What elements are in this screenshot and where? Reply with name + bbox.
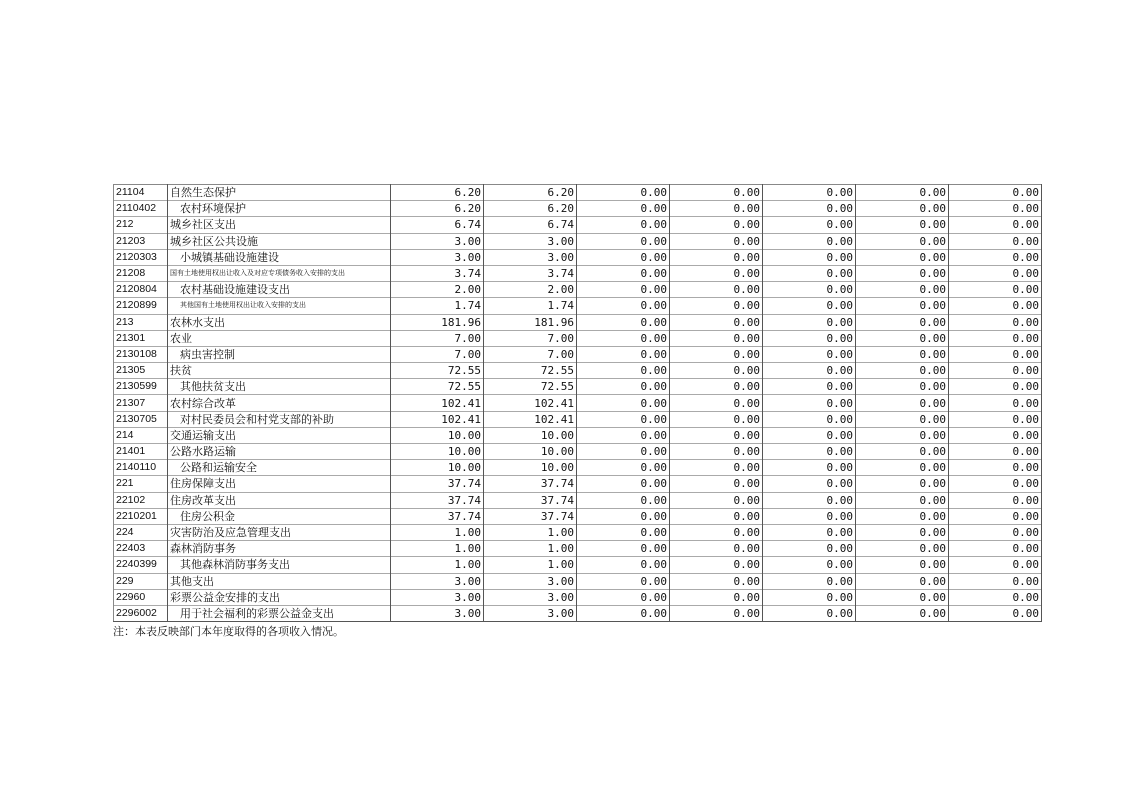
subject-name-cell: 农林水支出 xyxy=(168,314,391,330)
amount-cell: 0.00 xyxy=(670,541,763,557)
table-row xyxy=(114,346,1042,362)
amount-cell: 0.00 xyxy=(856,427,949,443)
table-row xyxy=(114,201,1042,217)
subject-name-cell: 用于社会福利的彩票公益金支出 xyxy=(168,605,391,621)
amount-cell: 0.00 xyxy=(577,589,670,605)
subject-code-cell: 21301 xyxy=(114,330,168,346)
amount-cell: 0.00 xyxy=(577,427,670,443)
amount-cell: 0.00 xyxy=(670,508,763,524)
amount-cell: 0.00 xyxy=(577,476,670,492)
amount-cell: 0.00 xyxy=(763,233,856,249)
table-row xyxy=(114,395,1042,411)
amount-cell: 3.00 xyxy=(391,573,484,589)
amount-cell: 0.00 xyxy=(577,363,670,379)
amount-cell: 0.00 xyxy=(949,427,1042,443)
amount-cell: 7.00 xyxy=(391,330,484,346)
amount-cell: 37.74 xyxy=(391,508,484,524)
amount-cell: 3.00 xyxy=(391,249,484,265)
amount-cell: 7.00 xyxy=(391,346,484,362)
amount-cell: 0.00 xyxy=(577,541,670,557)
subject-code-cell: 22960 xyxy=(114,589,168,605)
amount-cell: 0.00 xyxy=(856,379,949,395)
amount-cell: 0.00 xyxy=(577,395,670,411)
table-row xyxy=(114,314,1042,330)
subject-code-cell: 2110402 xyxy=(114,201,168,217)
amount-cell: 0.00 xyxy=(949,605,1042,621)
amount-cell: 3.00 xyxy=(484,605,577,621)
subject-name-cell: 其他支出 xyxy=(168,573,391,589)
amount-cell: 0.00 xyxy=(949,411,1042,427)
amount-cell: 0.00 xyxy=(856,233,949,249)
amount-cell: 0.00 xyxy=(856,444,949,460)
subject-code-cell: 2240399 xyxy=(114,557,168,573)
amount-cell: 0.00 xyxy=(763,201,856,217)
subject-name-cell: 灾害防治及应急管理支出 xyxy=(168,524,391,540)
subject-code-cell: 2120899 xyxy=(114,298,168,314)
subject-name-cell: 住房公积金 xyxy=(168,508,391,524)
amount-cell: 0.00 xyxy=(670,233,763,249)
amount-cell: 0.00 xyxy=(577,379,670,395)
amount-cell: 10.00 xyxy=(484,444,577,460)
subject-code-cell: 2210201 xyxy=(114,508,168,524)
amount-cell: 0.00 xyxy=(670,282,763,298)
subject-name-cell: 森林消防事务 xyxy=(168,541,391,557)
amount-cell: 6.20 xyxy=(391,201,484,217)
amount-cell: 3.00 xyxy=(484,249,577,265)
subject-name-cell: 病虫害控制 xyxy=(168,346,391,362)
amount-cell: 6.20 xyxy=(484,201,577,217)
budget-table-body xyxy=(114,185,1042,622)
amount-cell: 2.00 xyxy=(484,282,577,298)
subject-code-cell: 213 xyxy=(114,314,168,330)
table-row xyxy=(114,573,1042,589)
amount-cell: 102.41 xyxy=(391,395,484,411)
amount-cell: 0.00 xyxy=(949,249,1042,265)
amount-cell: 0.00 xyxy=(763,249,856,265)
amount-cell: 0.00 xyxy=(670,573,763,589)
amount-cell: 0.00 xyxy=(763,492,856,508)
table-row xyxy=(114,589,1042,605)
amount-cell: 0.00 xyxy=(949,460,1042,476)
subject-name-cell: 住房保障支出 xyxy=(168,476,391,492)
amount-cell: 0.00 xyxy=(577,201,670,217)
amount-cell: 0.00 xyxy=(577,265,670,281)
amount-cell: 0.00 xyxy=(949,492,1042,508)
subject-name-cell: 彩票公益金安排的支出 xyxy=(168,589,391,605)
amount-cell: 0.00 xyxy=(577,605,670,621)
table-row xyxy=(114,217,1042,233)
amount-cell: 0.00 xyxy=(577,524,670,540)
amount-cell: 0.00 xyxy=(763,411,856,427)
amount-cell: 0.00 xyxy=(856,524,949,540)
amount-cell: 0.00 xyxy=(670,460,763,476)
amount-cell: 72.55 xyxy=(484,379,577,395)
subject-code-cell: 2130599 xyxy=(114,379,168,395)
amount-cell: 10.00 xyxy=(391,427,484,443)
subject-name-cell: 住房改革支出 xyxy=(168,492,391,508)
amount-cell: 0.00 xyxy=(670,330,763,346)
amount-cell: 6.74 xyxy=(391,217,484,233)
table-row xyxy=(114,330,1042,346)
subject-code-cell: 2120804 xyxy=(114,282,168,298)
amount-cell: 0.00 xyxy=(949,444,1042,460)
amount-cell: 0.00 xyxy=(763,444,856,460)
amount-cell: 0.00 xyxy=(577,298,670,314)
amount-cell: 0.00 xyxy=(763,282,856,298)
amount-cell: 0.00 xyxy=(763,427,856,443)
table-row xyxy=(114,233,1042,249)
amount-cell: 102.41 xyxy=(484,395,577,411)
amount-cell: 0.00 xyxy=(856,265,949,281)
amount-cell: 0.00 xyxy=(670,217,763,233)
amount-cell: 0.00 xyxy=(856,492,949,508)
amount-cell: 0.00 xyxy=(949,476,1042,492)
amount-cell: 0.00 xyxy=(670,201,763,217)
amount-cell: 1.74 xyxy=(391,298,484,314)
table-row xyxy=(114,379,1042,395)
amount-cell: 0.00 xyxy=(949,233,1042,249)
amount-cell: 0.00 xyxy=(856,185,949,201)
amount-cell: 0.00 xyxy=(577,346,670,362)
amount-cell: 0.00 xyxy=(856,217,949,233)
amount-cell: 0.00 xyxy=(856,330,949,346)
subject-name-cell: 国有土地使用权出让收入及对应专项债务收入安排的支出 xyxy=(168,265,391,281)
amount-cell: 10.00 xyxy=(391,460,484,476)
amount-cell: 37.74 xyxy=(484,508,577,524)
amount-cell: 6.20 xyxy=(484,185,577,201)
amount-cell: 0.00 xyxy=(577,557,670,573)
amount-cell: 0.00 xyxy=(763,508,856,524)
subject-name-cell: 自然生态保护 xyxy=(168,185,391,201)
subject-code-cell: 221 xyxy=(114,476,168,492)
subject-code-cell: 229 xyxy=(114,573,168,589)
amount-cell: 0.00 xyxy=(670,557,763,573)
table-row xyxy=(114,557,1042,573)
amount-cell: 3.00 xyxy=(484,573,577,589)
amount-cell: 0.00 xyxy=(763,298,856,314)
amount-cell: 0.00 xyxy=(949,265,1042,281)
amount-cell: 0.00 xyxy=(670,524,763,540)
amount-cell: 0.00 xyxy=(577,282,670,298)
amount-cell: 0.00 xyxy=(763,363,856,379)
subject-name-cell: 公路水路运输 xyxy=(168,444,391,460)
table-row xyxy=(114,427,1042,443)
subject-code-cell: 214 xyxy=(114,427,168,443)
table-row xyxy=(114,363,1042,379)
amount-cell: 0.00 xyxy=(949,346,1042,362)
table-row xyxy=(114,508,1042,524)
amount-cell: 1.00 xyxy=(391,541,484,557)
subject-name-cell: 交通运输支出 xyxy=(168,427,391,443)
budget-table-container xyxy=(113,184,1042,622)
amount-cell: 6.20 xyxy=(391,185,484,201)
amount-cell: 0.00 xyxy=(949,298,1042,314)
amount-cell: 10.00 xyxy=(391,444,484,460)
amount-cell: 0.00 xyxy=(670,298,763,314)
amount-cell: 0.00 xyxy=(856,508,949,524)
subject-code-cell: 22403 xyxy=(114,541,168,557)
amount-cell: 0.00 xyxy=(856,282,949,298)
amount-cell: 0.00 xyxy=(670,346,763,362)
subject-code-cell: 21307 xyxy=(114,395,168,411)
amount-cell: 1.74 xyxy=(484,298,577,314)
amount-cell: 0.00 xyxy=(949,508,1042,524)
amount-cell: 7.00 xyxy=(484,330,577,346)
amount-cell: 10.00 xyxy=(484,427,577,443)
amount-cell: 1.00 xyxy=(484,557,577,573)
amount-cell: 3.00 xyxy=(484,233,577,249)
amount-cell: 37.74 xyxy=(391,492,484,508)
amount-cell: 37.74 xyxy=(484,476,577,492)
subject-name-cell: 公路和运输安全 xyxy=(168,460,391,476)
amount-cell: 0.00 xyxy=(670,605,763,621)
table-row xyxy=(114,605,1042,621)
amount-cell: 0.00 xyxy=(670,379,763,395)
subject-name-cell: 其他国有土地使用权出让收入安排的支出 xyxy=(168,298,391,314)
amount-cell: 0.00 xyxy=(577,444,670,460)
amount-cell: 0.00 xyxy=(763,524,856,540)
subject-code-cell: 2296002 xyxy=(114,605,168,621)
amount-cell: 0.00 xyxy=(670,265,763,281)
amount-cell: 0.00 xyxy=(856,395,949,411)
budget-table xyxy=(113,184,1042,622)
amount-cell: 0.00 xyxy=(949,217,1042,233)
amount-cell: 0.00 xyxy=(856,411,949,427)
amount-cell: 0.00 xyxy=(670,492,763,508)
amount-cell: 72.55 xyxy=(391,363,484,379)
table-row xyxy=(114,185,1042,201)
subject-name-cell: 农村综合改革 xyxy=(168,395,391,411)
amount-cell: 0.00 xyxy=(670,314,763,330)
amount-cell: 0.00 xyxy=(949,524,1042,540)
table-row xyxy=(114,265,1042,281)
subject-name-cell: 其他森林消防事务支出 xyxy=(168,557,391,573)
amount-cell: 0.00 xyxy=(763,476,856,492)
amount-cell: 0.00 xyxy=(856,589,949,605)
amount-cell: 0.00 xyxy=(856,605,949,621)
amount-cell: 0.00 xyxy=(670,395,763,411)
amount-cell: 0.00 xyxy=(670,444,763,460)
amount-cell: 1.00 xyxy=(391,557,484,573)
subject-code-cell: 2130108 xyxy=(114,346,168,362)
amount-cell: 0.00 xyxy=(949,201,1042,217)
amount-cell: 0.00 xyxy=(577,492,670,508)
amount-cell: 0.00 xyxy=(577,508,670,524)
amount-cell: 0.00 xyxy=(763,330,856,346)
amount-cell: 0.00 xyxy=(856,249,949,265)
amount-cell: 0.00 xyxy=(949,395,1042,411)
amount-cell: 181.96 xyxy=(484,314,577,330)
amount-cell: 0.00 xyxy=(763,557,856,573)
amount-cell: 0.00 xyxy=(763,217,856,233)
amount-cell: 0.00 xyxy=(856,363,949,379)
amount-cell: 0.00 xyxy=(670,476,763,492)
subject-code-cell: 22102 xyxy=(114,492,168,508)
amount-cell: 0.00 xyxy=(763,379,856,395)
table-footnote: 注：本表反映部门本年度取得的各项收入情况。 xyxy=(113,625,344,638)
amount-cell: 0.00 xyxy=(763,460,856,476)
table-row xyxy=(114,411,1042,427)
amount-cell: 7.00 xyxy=(484,346,577,362)
amount-cell: 0.00 xyxy=(949,282,1042,298)
amount-cell: 37.74 xyxy=(484,492,577,508)
amount-cell: 0.00 xyxy=(670,427,763,443)
subject-name-cell: 其他扶贫支出 xyxy=(168,379,391,395)
amount-cell: 1.00 xyxy=(391,524,484,540)
amount-cell: 0.00 xyxy=(670,589,763,605)
amount-cell: 0.00 xyxy=(577,573,670,589)
amount-cell: 102.41 xyxy=(391,411,484,427)
table-row xyxy=(114,444,1042,460)
table-row xyxy=(114,524,1042,540)
amount-cell: 0.00 xyxy=(577,460,670,476)
amount-cell: 0.00 xyxy=(763,346,856,362)
table-row xyxy=(114,541,1042,557)
amount-cell: 0.00 xyxy=(856,314,949,330)
amount-cell: 0.00 xyxy=(856,298,949,314)
subject-name-cell: 小城镇基础设施建设 xyxy=(168,249,391,265)
amount-cell: 0.00 xyxy=(763,395,856,411)
amount-cell: 0.00 xyxy=(763,589,856,605)
amount-cell: 0.00 xyxy=(856,346,949,362)
amount-cell: 10.00 xyxy=(484,460,577,476)
amount-cell: 0.00 xyxy=(763,605,856,621)
amount-cell: 0.00 xyxy=(577,217,670,233)
subject-name-cell: 农村环境保护 xyxy=(168,201,391,217)
table-row xyxy=(114,460,1042,476)
amount-cell: 6.74 xyxy=(484,217,577,233)
amount-cell: 0.00 xyxy=(577,185,670,201)
amount-cell: 0.00 xyxy=(856,476,949,492)
subject-code-cell: 2130705 xyxy=(114,411,168,427)
amount-cell: 0.00 xyxy=(577,411,670,427)
subject-code-cell: 21104 xyxy=(114,185,168,201)
amount-cell: 102.41 xyxy=(484,411,577,427)
subject-name-cell: 城乡社区公共设施 xyxy=(168,233,391,249)
subject-code-cell: 21401 xyxy=(114,444,168,460)
amount-cell: 0.00 xyxy=(670,411,763,427)
amount-cell: 0.00 xyxy=(856,201,949,217)
amount-cell: 0.00 xyxy=(949,185,1042,201)
subject-name-cell: 扶贫 xyxy=(168,363,391,379)
subject-code-cell: 2120303 xyxy=(114,249,168,265)
amount-cell: 1.00 xyxy=(484,541,577,557)
amount-cell: 181.96 xyxy=(391,314,484,330)
amount-cell: 2.00 xyxy=(391,282,484,298)
subject-code-cell: 212 xyxy=(114,217,168,233)
amount-cell: 0.00 xyxy=(670,363,763,379)
amount-cell: 0.00 xyxy=(949,379,1042,395)
table-row xyxy=(114,298,1042,314)
amount-cell: 0.00 xyxy=(577,330,670,346)
amount-cell: 0.00 xyxy=(763,185,856,201)
amount-cell: 0.00 xyxy=(670,185,763,201)
amount-cell: 0.00 xyxy=(949,363,1042,379)
amount-cell: 0.00 xyxy=(577,314,670,330)
amount-cell: 0.00 xyxy=(763,541,856,557)
amount-cell: 3.74 xyxy=(391,265,484,281)
subject-code-cell: 2140110 xyxy=(114,460,168,476)
amount-cell: 3.00 xyxy=(391,233,484,249)
amount-cell: 0.00 xyxy=(949,573,1042,589)
amount-cell: 0.00 xyxy=(763,265,856,281)
amount-cell: 0.00 xyxy=(856,541,949,557)
subject-name-cell: 农业 xyxy=(168,330,391,346)
amount-cell: 0.00 xyxy=(949,314,1042,330)
amount-cell: 0.00 xyxy=(577,249,670,265)
amount-cell: 0.00 xyxy=(856,460,949,476)
amount-cell: 0.00 xyxy=(856,557,949,573)
table-row xyxy=(114,282,1042,298)
amount-cell: 0.00 xyxy=(949,557,1042,573)
amount-cell: 0.00 xyxy=(949,541,1042,557)
table-row xyxy=(114,476,1042,492)
amount-cell: 0.00 xyxy=(763,573,856,589)
subject-code-cell: 224 xyxy=(114,524,168,540)
amount-cell: 0.00 xyxy=(763,314,856,330)
subject-code-cell: 21208 xyxy=(114,265,168,281)
table-row xyxy=(114,249,1042,265)
amount-cell: 3.00 xyxy=(484,589,577,605)
table-row xyxy=(114,492,1042,508)
amount-cell: 0.00 xyxy=(856,573,949,589)
amount-cell: 3.00 xyxy=(391,605,484,621)
amount-cell: 0.00 xyxy=(949,589,1042,605)
subject-name-cell: 对村民委员会和村党支部的补助 xyxy=(168,411,391,427)
subject-code-cell: 21305 xyxy=(114,363,168,379)
amount-cell: 0.00 xyxy=(577,233,670,249)
amount-cell: 72.55 xyxy=(484,363,577,379)
amount-cell: 0.00 xyxy=(670,249,763,265)
amount-cell: 3.74 xyxy=(484,265,577,281)
subject-name-cell: 城乡社区支出 xyxy=(168,217,391,233)
amount-cell: 37.74 xyxy=(391,476,484,492)
subject-name-cell: 农村基础设施建设支出 xyxy=(168,282,391,298)
amount-cell: 0.00 xyxy=(949,330,1042,346)
subject-code-cell: 21203 xyxy=(114,233,168,249)
amount-cell: 72.55 xyxy=(391,379,484,395)
amount-cell: 3.00 xyxy=(391,589,484,605)
amount-cell: 1.00 xyxy=(484,524,577,540)
